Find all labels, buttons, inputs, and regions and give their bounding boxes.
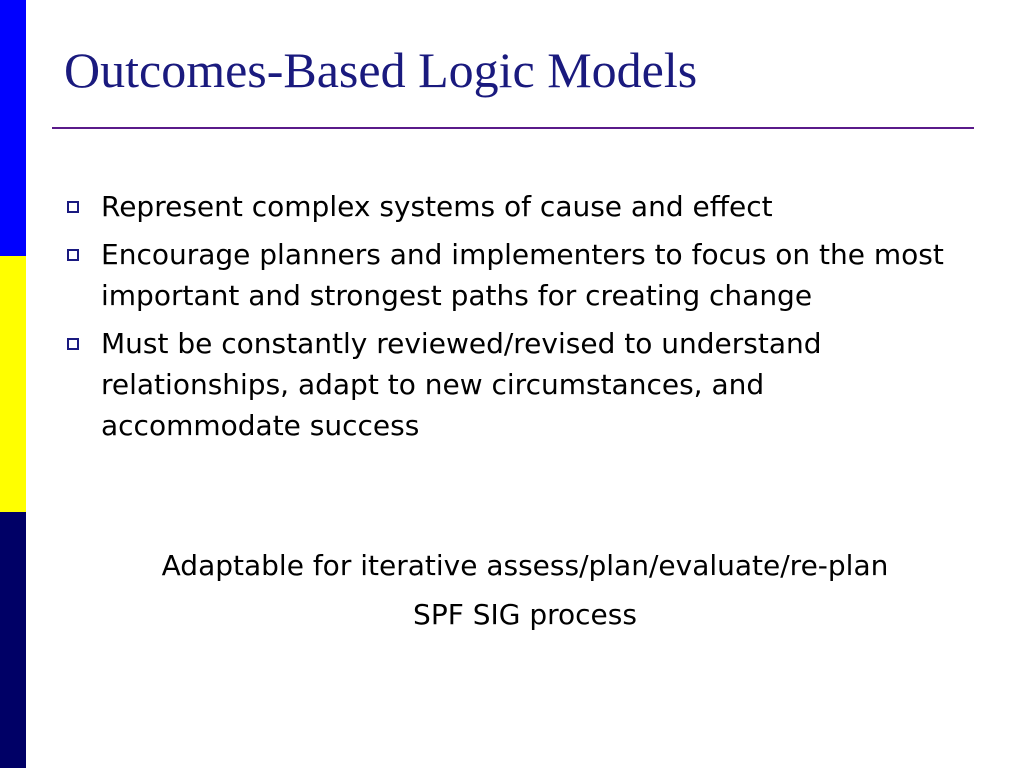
bullet-list	[64, 186, 944, 453]
closing-line-2: SPF SIG process	[413, 598, 637, 631]
bullet-text: Must be constantly reviewed/revised to understand relationships, adapt to new circumstances, and accommodate success	[101, 327, 822, 442]
sidebar-blue-segment	[0, 0, 26, 256]
sidebar-yellow-segment	[0, 256, 26, 512]
hollow-square-icon	[67, 338, 79, 350]
bullet-item	[64, 234, 944, 316]
title-divider	[52, 127, 974, 129]
slide-title: Outcomes-Based Logic Models	[64, 42, 698, 98]
bullet-text: Encourage planners and implementers to focus on the most important and strongest paths for creating change	[101, 238, 944, 312]
bullet-text: Represent complex systems of cause and effect	[101, 190, 773, 223]
closing-line-1: Adaptable for iterative assess/plan/evaluate/re-plan	[161, 549, 889, 582]
hollow-square-icon	[67, 249, 79, 261]
sidebar-navy-segment	[0, 512, 26, 768]
hollow-square-icon	[67, 201, 79, 213]
bullet-item	[64, 323, 944, 446]
bullet-item	[64, 186, 944, 227]
